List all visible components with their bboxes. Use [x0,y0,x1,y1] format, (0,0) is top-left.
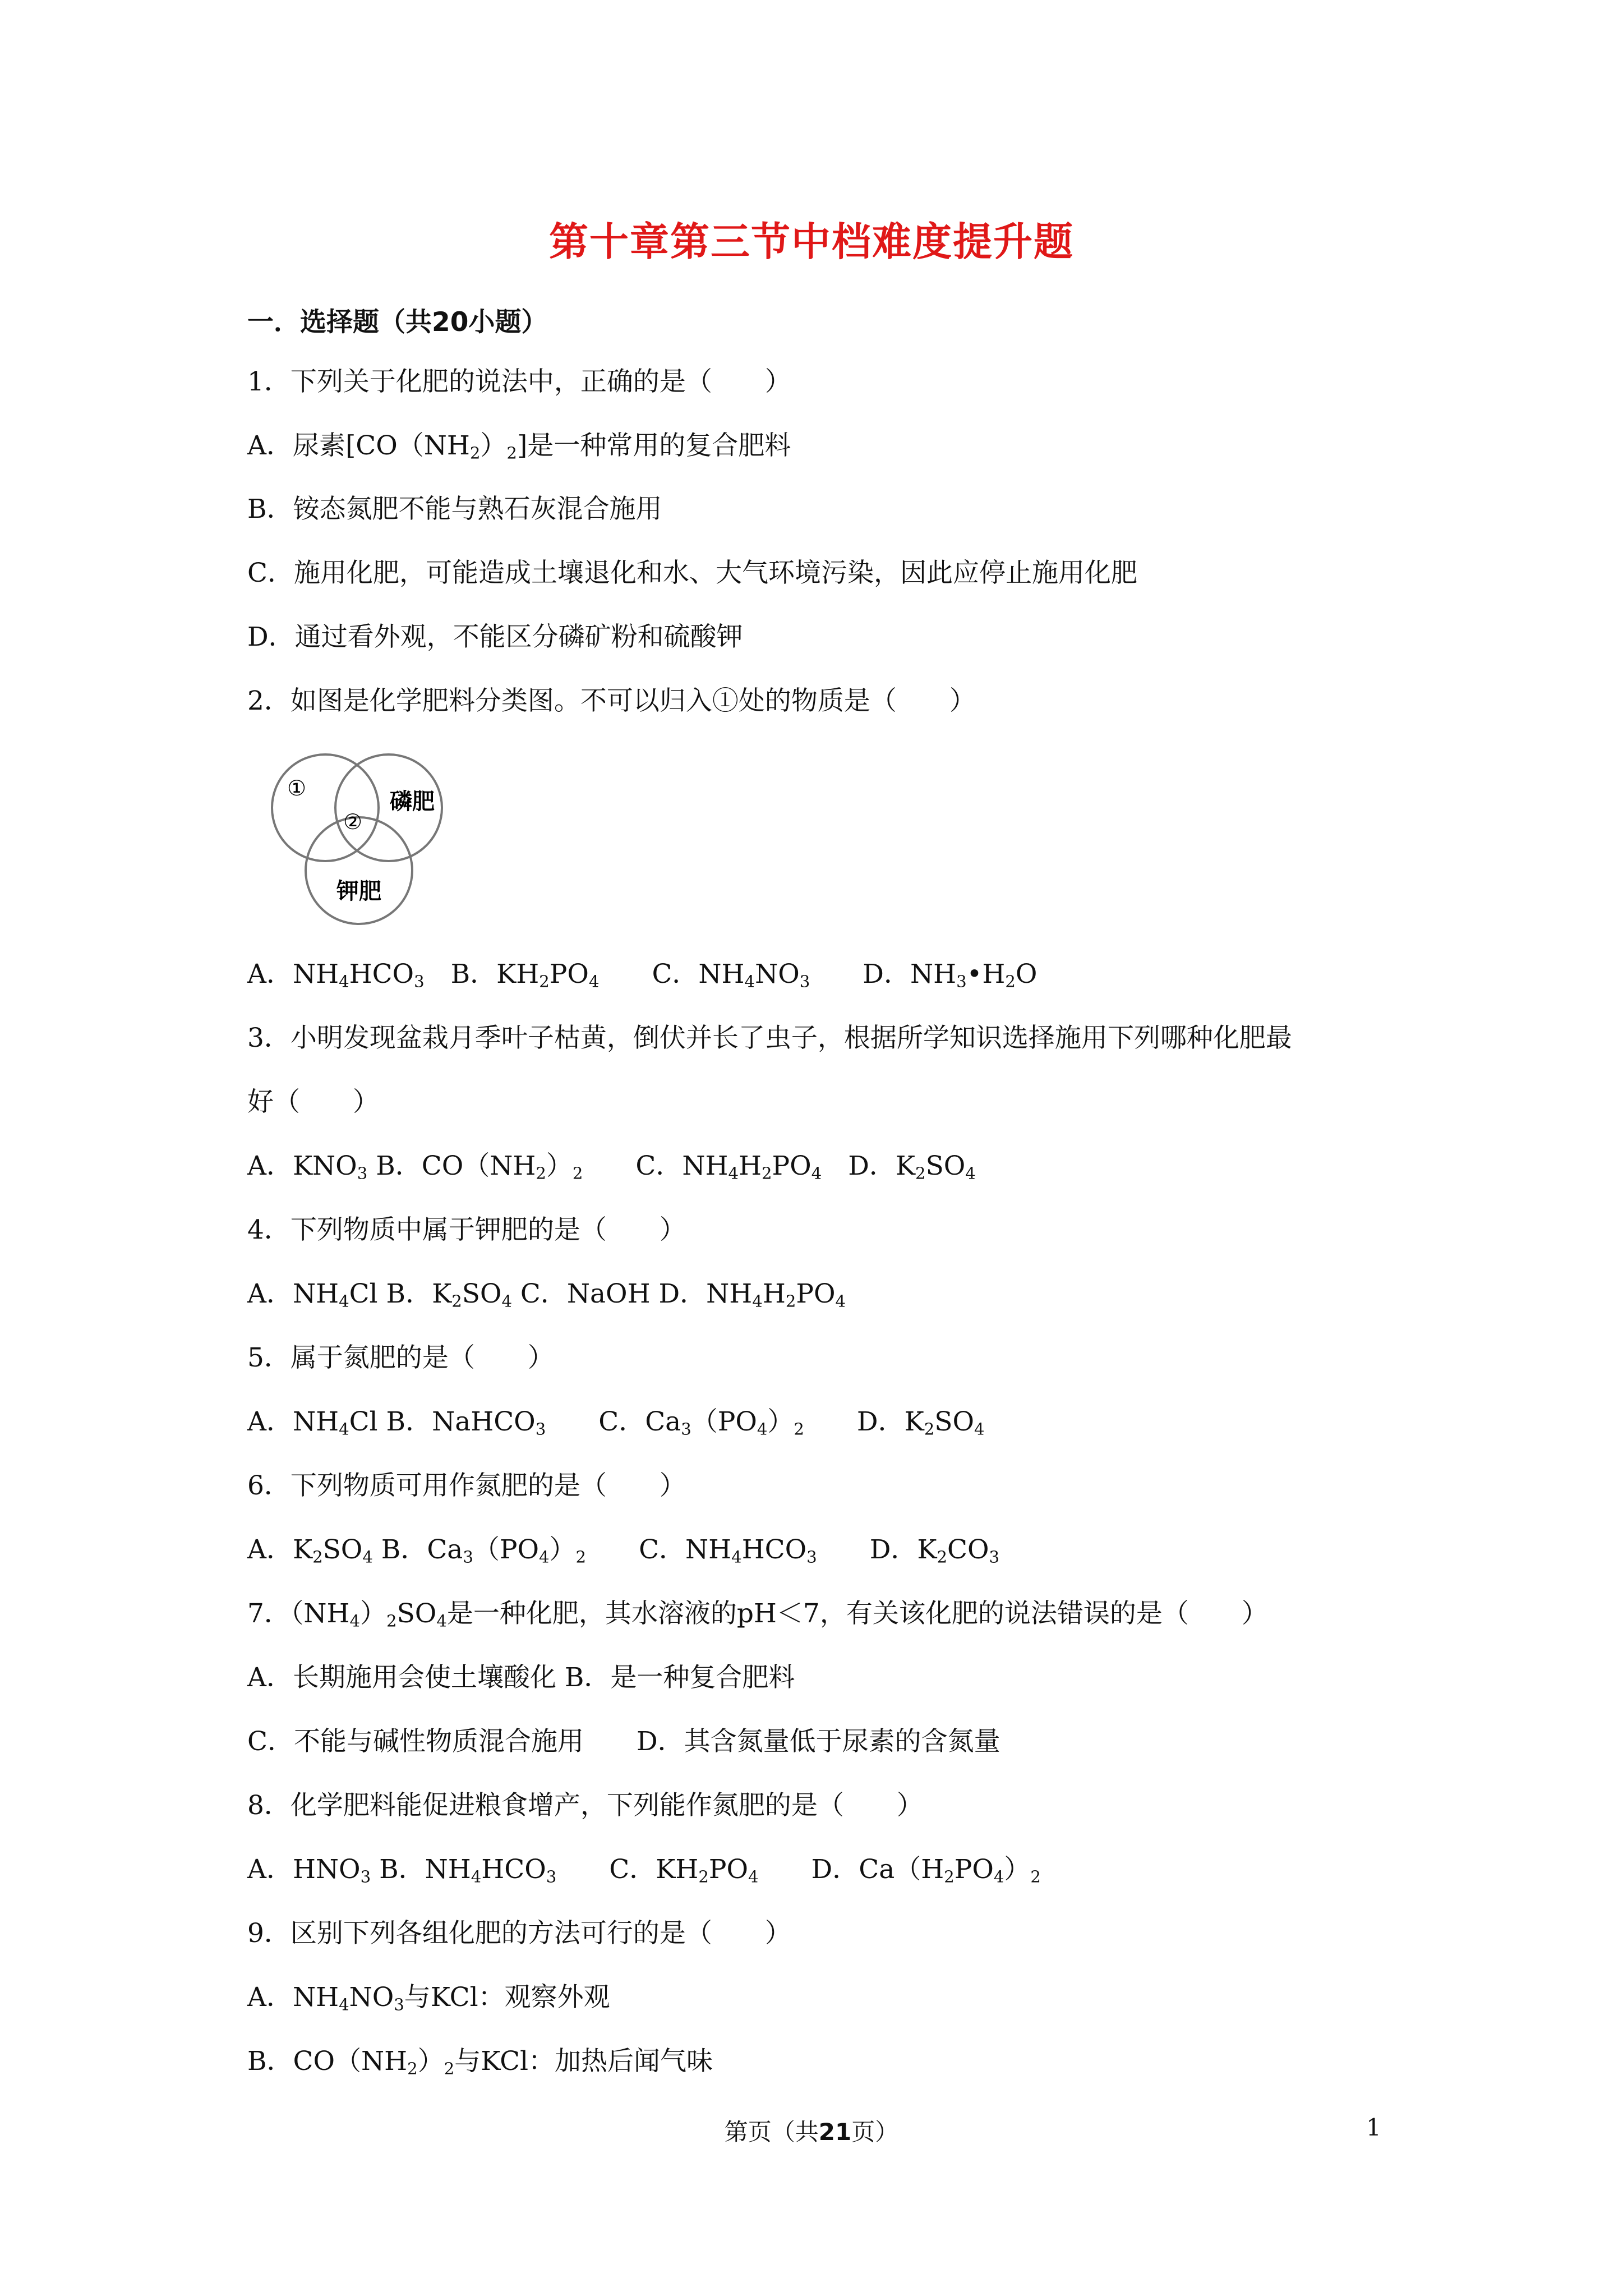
question-2: 2．如图是化学肥料分类图。不可以归入①处的物质是（ ） [247,685,976,716]
section-heading: 一．选择题（共20小题） [247,307,548,338]
question-6: 6．下列物质可用作氮肥的是（ ） [247,1470,686,1501]
question-1-option-a: A．尿素$[CO(NH_2)_2]$是一种常用的复合肥料 [247,430,791,463]
label-circle-1: ① [287,776,307,800]
question-7: 7．$(NH_4)_2SO_4$是一种化肥，其水溶液的pH＜7，有关该化肥的说法错误的是（ ） [247,1598,1268,1631]
question-3-options: A．$KNO_3$ B．$CO(NH_2)_2$ C．$NH_4H_2PO_4$ D．$K_2SO_4$ [247,1151,976,1183]
question-6-options: A．$K_2SO_4$ B．$Ca_3(PO_4)_2$ C．$NH_4HCO_3$ D．$K_2CO_3$ [247,1534,1000,1567]
question-8: 8．化学肥料能促进粮食增产，下列能作氮肥的是（ ） [247,1790,923,1821]
question-3-line-1: 3．小明发现盆栽月季叶子枯黄，倒伏并长了虫子，根据所学知识选择施用下列哪种化肥最 [247,1023,1292,1053]
footer-page-number: 1 [1366,2114,1381,2141]
question-5: 5．属于氮肥的是（ ） [247,1342,554,1373]
label-phosphate: 磷肥 [390,789,435,815]
question-1-option-d: D．通过看外观，不能区分磷矿粉和硫酸钾 [247,622,743,652]
question-9-option-a: A．$NH_4NO_3$与KCl：观察外观 [247,1982,610,2014]
question-3-line-2: 好（ ） [247,1087,379,1117]
question-7-options-ab: A．长期施用会使土壤酸化 B．是一种复合肥料 [247,1662,795,1693]
question-4-options: A．$NH_4Cl$ B．$K_2SO_4$ C．NaOH D．$NH_4H_2PO_4$ [247,1278,846,1311]
page-title: 第十章第三节中档难度提升题 [549,219,1074,265]
question-1: 1．下列关于化肥的说法中，正确的是（ ） [247,366,791,397]
question-4: 4．下列物质中属于钾肥的是（ ） [247,1214,686,1245]
question-9: 9．区别下列各组化肥的方法可行的是（ ） [247,1918,791,1949]
nitrogen-circle [272,754,379,861]
question-1-option-c: C．施用化肥，可能造成土壤退化和水、大气环境污染，因此应停止施用化肥 [247,558,1137,588]
question-2-options: A．$NH_4HCO_3$ B．$KH_2PO_4$ C．$NH_4NO_3$ D．$NH_3•H_2O$ [247,959,1038,991]
question-7-options-cd: C．不能与碱性物质混合施用 D．其含氮量低于尿素的含氮量 [247,1726,1000,1757]
fertilizer-venn-diagram [247,746,482,931]
label-circle-2: ② [343,809,363,834]
question-9-option-b: B．$CO(NH_2)_2$与KCl：加热后闻气味 [247,2046,713,2078]
question-1-option-b: B．铵态氮肥不能与熟石灰混合施用 [247,494,662,524]
question-5-options: A．$NH_4Cl$ B．NaHCO$_3$ C．$Ca_3(PO_4)_2$ D．$K_2SO_4$ [247,1406,985,1439]
label-potash: 钾肥 [336,878,381,904]
question-8-options: A．$HNO_3$ B．$NH_4HCO_3$ C．$KH_2PO_4$ D．$Ca(H_2PO_4)_2$ [247,1854,1041,1887]
footer-page-count: 第页（共21页） [724,2118,899,2146]
